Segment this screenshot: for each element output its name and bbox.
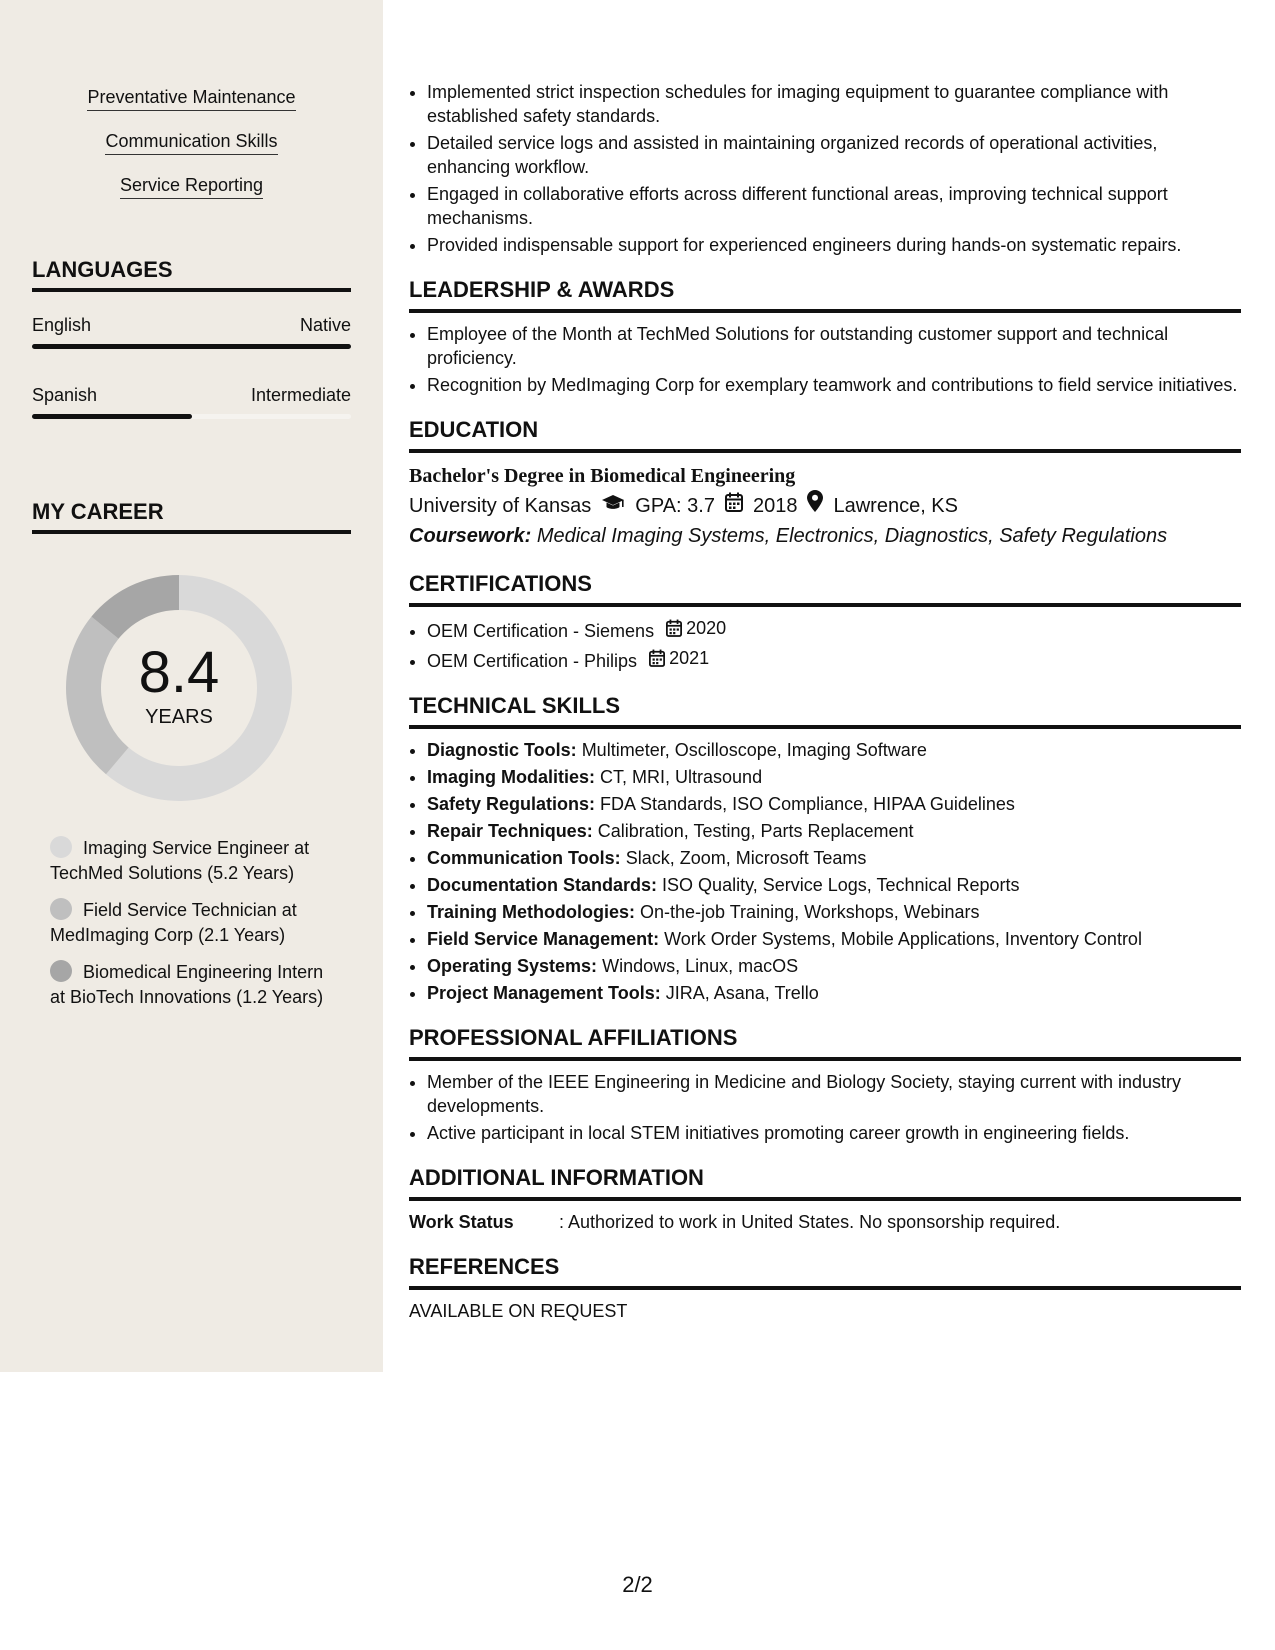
- certification-year: 2021: [669, 648, 710, 668]
- skill-tags: [0, 86, 383, 218]
- skill-label: Safety Regulations:: [427, 794, 596, 814]
- skill-tag: Service Reporting: [120, 174, 263, 199]
- degree-title: Bachelor's Degree in Biomedical Engineering: [409, 465, 796, 487]
- education-heading: EDUCATION: [409, 417, 1241, 453]
- leadership-list: [409, 322, 1241, 397]
- skill-value: On-the-job Training, Workshops, Webinars: [640, 902, 980, 922]
- graduation-year: 2018: [752, 494, 798, 517]
- list-item: • Provided indispensable support for experienced engineers during hands-on systematic repairs.: [427, 233, 1241, 257]
- career-item-text: Imaging Service Engineer at TechMed Solutions (5.2 Years): [50, 838, 310, 883]
- list-item: • Engaged in collaborative efforts across different functional areas, improving technical support mechanisms.: [427, 182, 1241, 230]
- coursework-label: Coursework:: [409, 525, 532, 547]
- career-total-value: 8.4: [138, 640, 220, 705]
- list-item: [427, 646, 1241, 673]
- skill-value: Slack, Zoom, Microsoft Teams: [625, 848, 867, 868]
- skill-label: Operating Systems:: [427, 956, 598, 976]
- education-details: [409, 490, 1241, 521]
- legend-dot: [50, 898, 72, 920]
- career-item: [50, 898, 340, 948]
- list-item: [427, 616, 1241, 643]
- references-text: AVAILABLE ON REQUEST: [409, 1301, 628, 1321]
- list-item: [427, 819, 1241, 843]
- additional-info-heading: ADDITIONAL INFORMATION: [409, 1165, 1241, 1201]
- sidebar: [0, 0, 383, 1372]
- skill-value: CT, MRI, Ultrasound: [600, 767, 763, 787]
- skill-label: Project Management Tools:: [427, 983, 661, 1003]
- career-total: [66, 575, 292, 801]
- skill-value: Windows, Linux, macOS: [602, 956, 799, 976]
- references-heading: REFERENCES: [409, 1254, 1241, 1290]
- list-item: • Employee of the Month at TechMed Solutions for outstanding customer support and technical proficiency.: [427, 322, 1241, 370]
- list-item: • Member of the IEEE Engineering in Medicine and Biology Society, staying current with industry developments.: [427, 1070, 1241, 1118]
- skill-label: Documentation Standards:: [427, 875, 658, 895]
- school-name: University of Kansas: [409, 494, 592, 517]
- career-item: [50, 836, 340, 886]
- skill-label: Imaging Modalities:: [427, 767, 596, 787]
- career-item-text: Biomedical Engineering Intern at BioTech Innovations (1.2 Years): [50, 962, 324, 1007]
- work-status-value: : Authorized to work in United States. No sponsorship required.: [559, 1212, 1061, 1232]
- graduation-cap-icon: [601, 491, 625, 521]
- career-heading: MY CAREER: [32, 499, 351, 534]
- skill-label: Diagnostic Tools:: [427, 740, 577, 760]
- calendar-icon: [725, 491, 743, 521]
- certifications-list: [409, 616, 1241, 673]
- skill-label: Field Service Management:: [427, 929, 660, 949]
- certification-year: 2020: [686, 618, 727, 638]
- skill-value: JIRA, Asana, Trello: [665, 983, 819, 1003]
- leadership-heading: LEADERSHIP & AWARDS: [409, 277, 1241, 313]
- coursework-value: Medical Imaging Systems, Electronics, Diagnostics, Safety Regulations: [536, 525, 1168, 547]
- technical-skills-list: [409, 738, 1241, 1005]
- language-name: English: [32, 315, 92, 335]
- languages-heading: LANGUAGES: [32, 257, 351, 292]
- skill-label: Training Methodologies:: [427, 902, 635, 922]
- list-item: [427, 738, 1241, 762]
- legend-dot: [50, 836, 72, 858]
- work-status-row: [409, 1210, 1241, 1234]
- skill-value: ISO Quality, Service Logs, Technical Reports: [662, 875, 1020, 895]
- career-item-text: Field Service Technician at MedImaging Corp (2.1 Years): [50, 900, 297, 945]
- skill-value: Multimeter, Oscilloscope, Imaging Software: [581, 740, 927, 760]
- technical-skills-heading: TECHNICAL SKILLS: [409, 693, 1241, 729]
- affiliations-heading: PROFESSIONAL AFFILIATIONS: [409, 1025, 1241, 1061]
- list-item: • Active participant in local STEM initiatives promoting career growth in engineering fields.: [427, 1121, 1241, 1145]
- language-level: Native: [299, 315, 351, 335]
- language-row: [32, 384, 351, 406]
- career-total-unit: YEARS: [145, 706, 213, 728]
- language-proficiency-bar: [32, 414, 351, 419]
- affiliations-list: [409, 1070, 1241, 1145]
- skill-value: Calibration, Testing, Parts Replacement: [597, 821, 914, 841]
- skill-value: Work Order Systems, Mobile Applications, Inventory Control: [664, 929, 1142, 949]
- certification-name: OEM Certification - Philips: [427, 651, 638, 671]
- language-proficiency-fill: [32, 414, 192, 419]
- language-proficiency-bar: [32, 344, 351, 349]
- skill-value: FDA Standards, ISO Compliance, HIPAA Guidelines: [600, 794, 1015, 814]
- list-item: [427, 981, 1241, 1005]
- list-item: [427, 954, 1241, 978]
- list-item: [427, 792, 1241, 816]
- legend-dot: [50, 960, 72, 982]
- language-level: Intermediate: [250, 385, 351, 405]
- list-item: [427, 900, 1241, 924]
- career-item: [50, 960, 340, 1010]
- list-item: • Detailed service logs and assisted in maintaining organized records of operational activities, enhancing workflow.: [427, 131, 1241, 179]
- skill-tag: Preventative Maintenance: [87, 86, 295, 111]
- certification-name: OEM Certification - Siemens: [427, 621, 655, 641]
- school-location: Lawrence, KS: [833, 494, 958, 517]
- career-legend: [50, 836, 340, 1022]
- skill-label: Repair Techniques:: [427, 821, 593, 841]
- list-item: • Implemented strict inspection schedules for imaging equipment to guarantee compliance with established safety standards.: [427, 80, 1241, 128]
- main-content: [409, 80, 1241, 1323]
- language-name: Spanish: [32, 385, 98, 405]
- calendar-icon: [649, 649, 665, 667]
- coursework: [409, 521, 1241, 551]
- list-item: [427, 846, 1241, 870]
- list-item: [427, 765, 1241, 789]
- work-status-label: Work Status: [409, 1212, 514, 1232]
- gpa: GPA: 3.7: [635, 494, 715, 517]
- language-row: [32, 314, 351, 336]
- experience-list: [409, 80, 1241, 257]
- list-item: • Recognition by MedImaging Corp for exemplary teamwork and contributions to field service initiatives.: [427, 373, 1241, 397]
- skill-label: Communication Tools:: [427, 848, 621, 868]
- certifications-heading: CERTIFICATIONS: [409, 571, 1241, 607]
- list-item: [427, 873, 1241, 897]
- page-number: 2/2: [622, 1572, 653, 1597]
- location-pin-icon: [807, 490, 823, 521]
- list-item: [427, 927, 1241, 951]
- language-proficiency-fill: [32, 344, 351, 349]
- skill-tag: Communication Skills: [105, 130, 277, 155]
- calendar-icon: [666, 619, 682, 637]
